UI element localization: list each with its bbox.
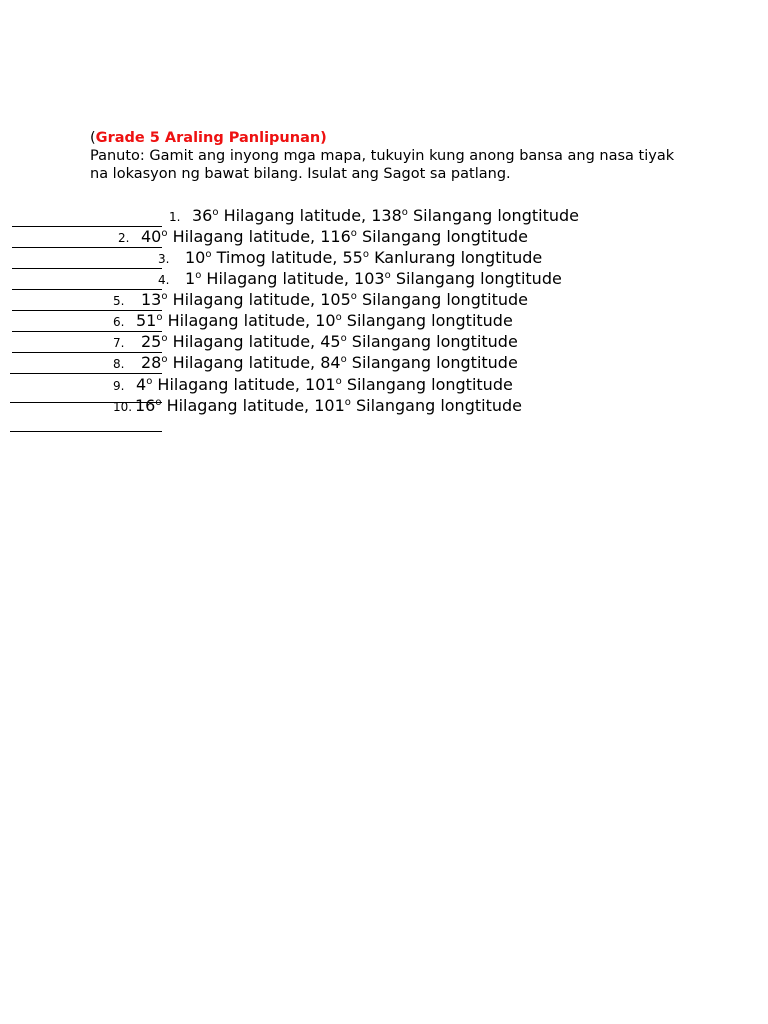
degree-symbol: o	[401, 207, 408, 218]
directions-text: Panuto: Gamit ang inyong mga mapa, tukuyin kung anong bansa ang nasa tiyak na lokasyon ng bawat bilang. Isulat ang Sagot sa patlang.	[90, 148, 675, 182]
degree-symbol: o	[161, 228, 168, 239]
list-item	[169, 206, 579, 226]
latitude-direction: Hilagang latitude,	[172, 353, 316, 372]
latitude-direction: Hilagang latitude,	[172, 290, 316, 309]
list-item	[113, 353, 518, 373]
longitude-direction: Silangang longtitude	[346, 375, 513, 394]
latitude-direction: Hilagang latitude,	[206, 269, 349, 288]
latitude-value: 10	[185, 248, 206, 267]
longitude-direction: Kanlurang longtitude	[374, 248, 543, 267]
degree-symbol: o	[161, 291, 168, 302]
degree-symbol: o	[335, 376, 342, 387]
answer-blank-6[interactable]	[12, 331, 88, 332]
latitude-value: 40	[141, 227, 162, 246]
longitude-value: 45	[320, 332, 341, 351]
list-item	[118, 227, 528, 247]
longitude-value: 55	[342, 248, 363, 267]
degree-symbol: o	[350, 291, 357, 302]
title-open-paren: (	[90, 130, 96, 146]
latitude-value: 25	[141, 332, 162, 351]
longitude-value: 101	[305, 375, 336, 394]
list-item	[113, 332, 518, 352]
latitude-value: 16	[135, 396, 156, 415]
list-item	[113, 290, 528, 310]
answer-blank-2[interactable]	[12, 247, 88, 248]
answer-blank-3[interactable]	[12, 268, 162, 269]
degree-symbol: o	[146, 376, 153, 387]
list-item	[113, 396, 522, 416]
degree-symbol: o	[205, 249, 212, 260]
list-item	[158, 269, 562, 289]
degree-symbol: o	[212, 207, 219, 218]
longitude-direction: Silangang longtitude	[351, 353, 518, 372]
degree-symbol: o	[156, 312, 163, 323]
longitude-direction: Silangang longtitude	[351, 332, 518, 351]
degree-symbol: o	[161, 333, 168, 344]
degree-symbol: o	[155, 397, 162, 408]
longitude-value: 10	[315, 311, 336, 330]
item-number: 10.	[113, 400, 133, 414]
longitude-value: 101	[314, 396, 345, 415]
degree-symbol: o	[161, 354, 168, 365]
latitude-direction: Hilagang latitude,	[166, 396, 310, 415]
longitude-value: 138	[371, 206, 402, 225]
degree-symbol: o	[344, 397, 351, 408]
answer-blank-10[interactable]	[10, 431, 162, 432]
latitude-value: 4	[136, 375, 147, 394]
item-number: 1.	[169, 210, 181, 224]
degree-symbol: o	[340, 354, 347, 365]
degree-symbol: o	[195, 270, 202, 281]
longitude-direction: Silangang longtitude	[395, 269, 562, 288]
latitude-value: 28	[141, 353, 162, 372]
latitude-value: 36	[192, 206, 213, 225]
latitude-direction: Hilagang latitude,	[157, 375, 300, 394]
latitude-direction: Hilagang latitude,	[172, 227, 316, 246]
longitude-direction: Silangang longtitude	[361, 290, 528, 309]
item-number: 8.	[113, 357, 125, 371]
worksheet-title: Grade 5 Araling Panlipunan)	[95, 130, 327, 146]
item-number: 3.	[158, 252, 170, 266]
latitude-direction: Hilagang latitude,	[223, 206, 367, 225]
degree-symbol: o	[340, 333, 347, 344]
latitude-direction: Timog latitude,	[216, 248, 338, 267]
longitude-direction: Silangang longtitude	[346, 311, 513, 330]
list-item	[113, 311, 513, 331]
latitude-value: 13	[141, 290, 162, 309]
item-number: 2.	[118, 231, 130, 245]
longitude-value: 103	[354, 269, 385, 288]
latitude-direction: Hilagang latitude,	[172, 332, 316, 351]
item-number: 5.	[113, 294, 125, 308]
longitude-direction: Silangang longtitude	[361, 227, 528, 246]
longitude-value: 116	[320, 227, 351, 246]
longitude-value: 84	[320, 353, 341, 372]
item-number: 6.	[113, 315, 125, 329]
longitude-direction: Silangang longtitude	[412, 206, 579, 225]
degree-symbol: o	[362, 249, 369, 260]
latitude-value: 51	[136, 311, 157, 330]
degree-symbol: o	[350, 228, 357, 239]
list-item	[158, 248, 542, 268]
item-number: 7.	[113, 336, 125, 350]
latitude-value: 1	[185, 269, 196, 288]
worksheet-header	[90, 129, 690, 183]
longitude-direction: Silangang longtitude	[355, 396, 522, 415]
list-item	[113, 375, 513, 395]
title-line	[90, 129, 690, 147]
longitude-value: 105	[320, 290, 351, 309]
item-number: 4.	[158, 273, 170, 287]
item-number: 9.	[113, 379, 125, 393]
degree-symbol: o	[384, 270, 391, 281]
degree-symbol: o	[335, 312, 342, 323]
latitude-direction: Hilagang latitude,	[167, 311, 311, 330]
